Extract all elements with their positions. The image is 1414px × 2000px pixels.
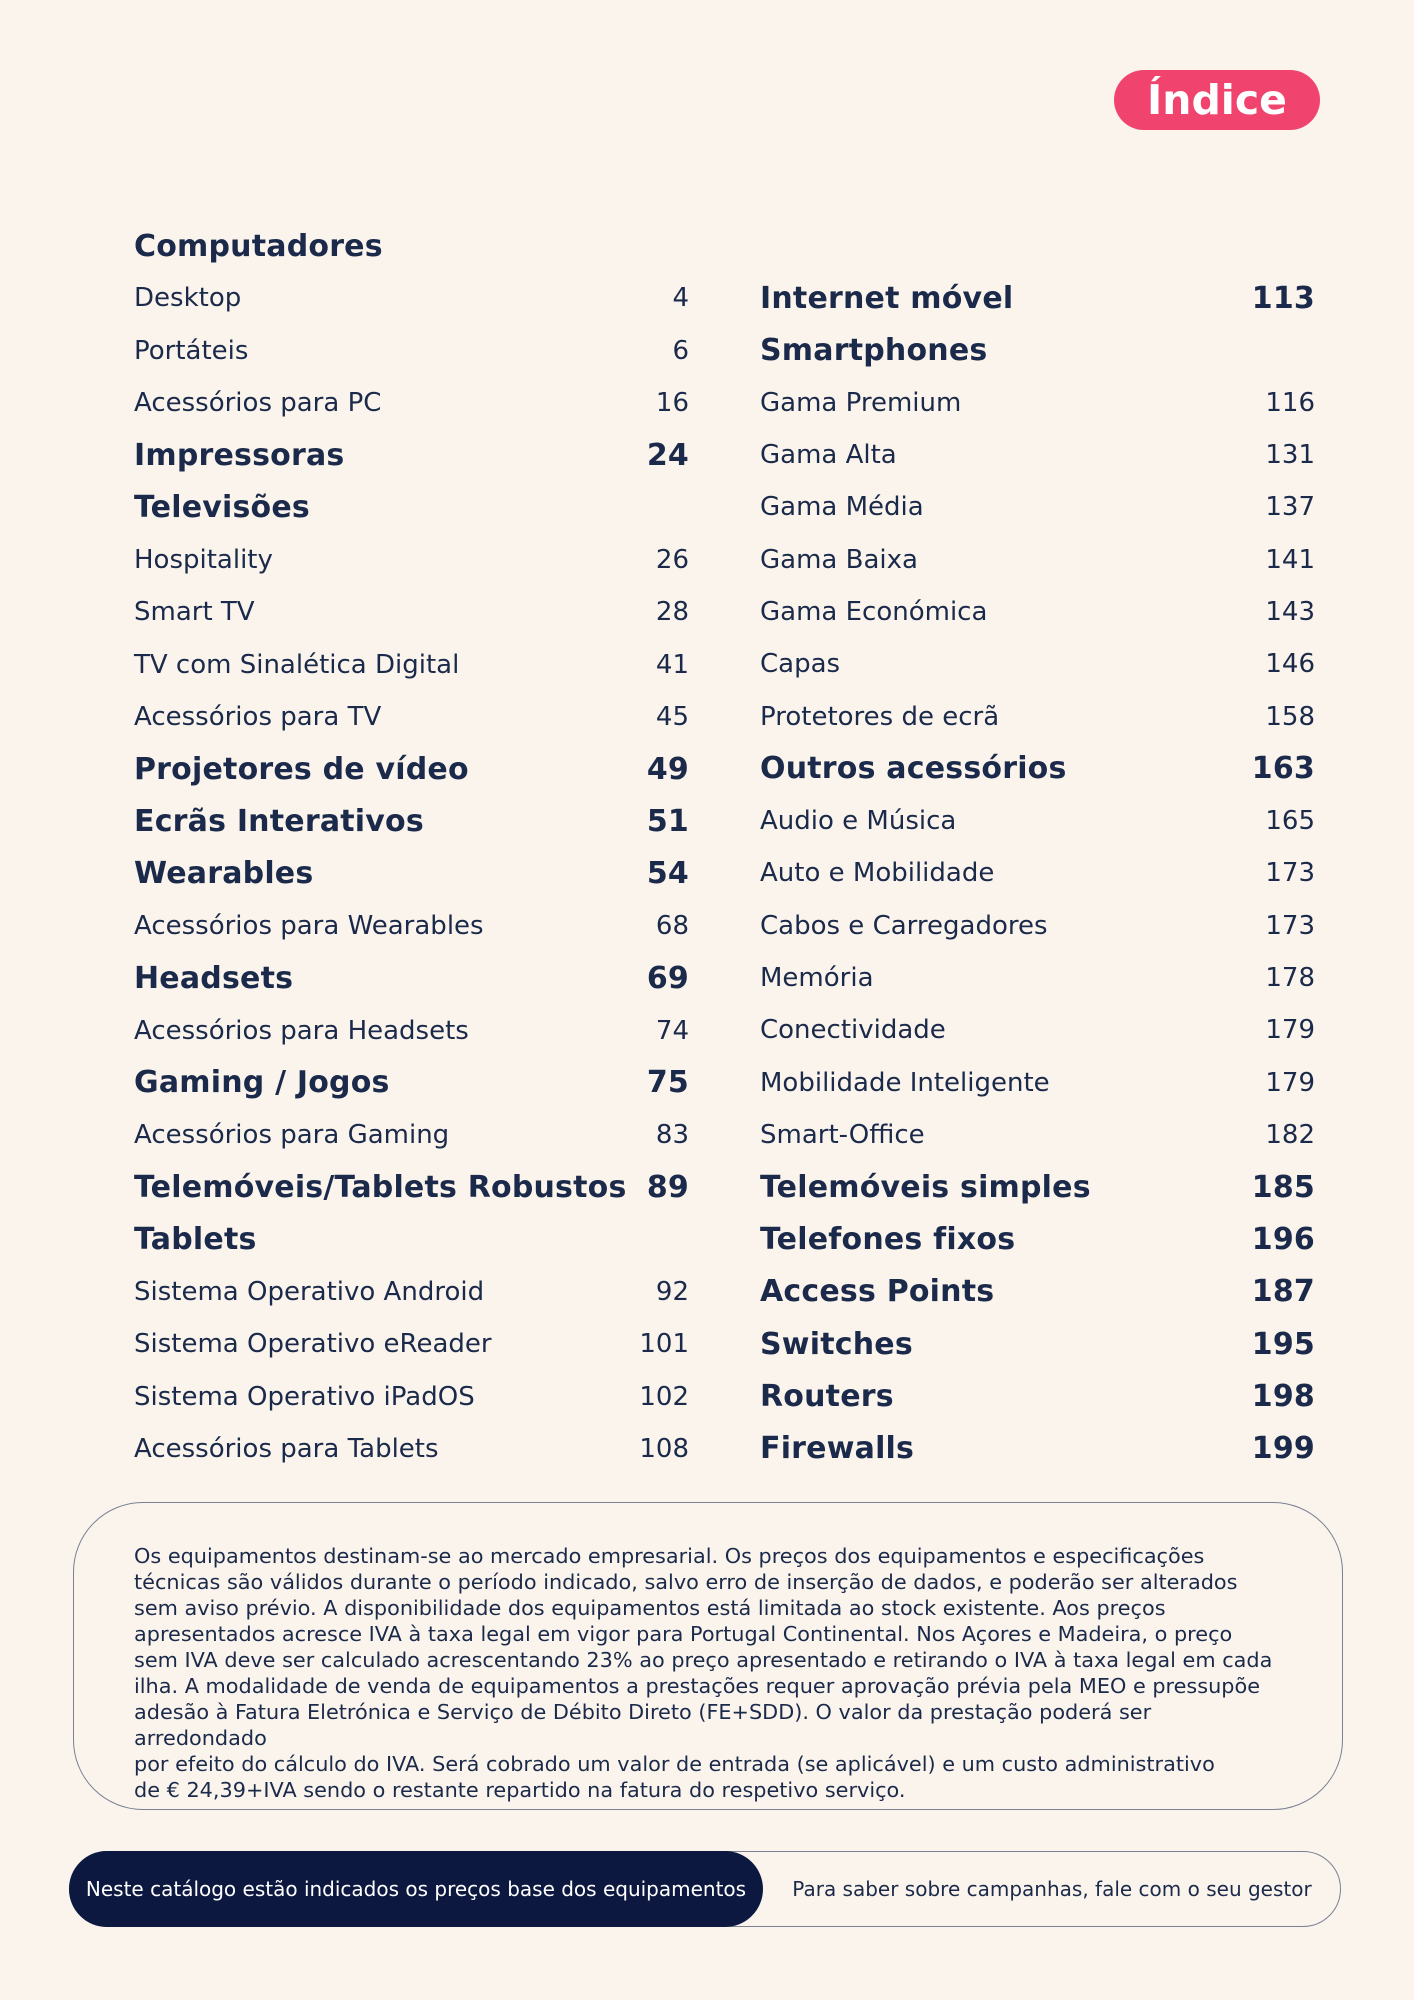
toc-page-number: 74 (655, 1015, 689, 1046)
toc-subsection[interactable] (760, 377, 1315, 429)
toc-label: Computadores (134, 228, 383, 264)
toc-page-number: 24 (646, 437, 689, 473)
toc-label: Acessórios para TV (134, 701, 382, 732)
toc-subsection[interactable] (760, 429, 1315, 481)
toc-label: Telemóveis simples (760, 1169, 1091, 1205)
toc-subsection[interactable] (134, 1371, 689, 1423)
toc-page-number: 75 (646, 1065, 689, 1101)
toc-label: Impressoras (134, 437, 345, 473)
index-badge: Índice (1114, 70, 1320, 130)
toc-label: Sistema Operativo eReader (134, 1329, 492, 1360)
toc-page-number: 141 (1265, 544, 1315, 575)
toc-page-number: 198 (1251, 1378, 1315, 1414)
toc-label: Acessórios para Headsets (134, 1015, 469, 1046)
toc-label: Capas (760, 649, 841, 680)
toc-label: Sistema Operativo Android (134, 1277, 485, 1308)
toc-subsection[interactable] (134, 586, 689, 638)
toc-label: Cabos e Carregadores (760, 910, 1048, 941)
toc-subsection[interactable] (760, 533, 1315, 585)
disclaimer-text (134, 1543, 1282, 1803)
footer-bar (69, 1851, 1341, 1927)
toc-page-number: 173 (1265, 858, 1315, 889)
toc-section[interactable] (134, 220, 689, 272)
disclaimer-line: sem IVA deve ser calculado acrescentando 23% ao preço apresentado e retirando o IVA à taxa legal em cada (134, 1648, 1273, 1672)
toc-label: Headsets (134, 960, 294, 996)
toc-subsection[interactable] (134, 638, 689, 690)
toc-page-number: 187 (1251, 1274, 1315, 1310)
toc-label: Conectividade (760, 1015, 946, 1046)
toc-right-column (760, 220, 1315, 1475)
toc-subsection[interactable] (760, 847, 1315, 899)
toc-label: Ecrãs Interativos (134, 803, 424, 839)
toc-section[interactable] (134, 795, 689, 847)
toc-page-number: 178 (1265, 963, 1315, 993)
toc-label: Gaming / Jogos (134, 1065, 390, 1101)
toc-subsection[interactable] (134, 691, 689, 743)
toc-page-number: 41 (655, 649, 689, 680)
toc-page-number: 179 (1265, 1015, 1315, 1046)
toc-subsection[interactable] (134, 272, 689, 324)
toc-label: Portáteis (134, 335, 249, 366)
toc-page-number: 199 (1251, 1431, 1315, 1467)
toc-label: Gama Baixa (760, 544, 918, 575)
toc-page-number: 131 (1265, 440, 1315, 471)
footer-base-price-note: Neste catálogo estão indicados os preços base dos equipamentos (69, 1851, 763, 1927)
toc-page-number: 173 (1265, 910, 1315, 941)
toc-label: Telemóveis/Tablets Robustos (134, 1169, 627, 1205)
toc-section[interactable] (760, 1423, 1315, 1475)
toc-section[interactable] (134, 952, 689, 1004)
toc-label: Acessórios para Wearables (134, 911, 484, 941)
toc-section[interactable] (760, 1370, 1315, 1422)
disclaimer-box (73, 1502, 1343, 1810)
toc-page-number: 69 (646, 960, 689, 996)
toc-section[interactable] (134, 1161, 689, 1213)
toc-subsection[interactable] (134, 1318, 689, 1370)
toc-section[interactable] (760, 743, 1315, 795)
toc-subsection[interactable] (760, 690, 1315, 742)
toc-page-number: 182 (1265, 1119, 1315, 1150)
toc-section[interactable] (760, 1266, 1315, 1318)
toc-subsection[interactable] (760, 952, 1315, 1004)
toc-subsection[interactable] (134, 1423, 689, 1475)
toc-subsection[interactable] (760, 795, 1315, 847)
toc-section[interactable] (760, 1161, 1315, 1213)
toc-label: Gama Média (760, 492, 924, 523)
toc-section[interactable] (760, 324, 1315, 376)
toc-section[interactable] (134, 1057, 689, 1109)
toc-label: Desktop (134, 283, 242, 314)
toc-label: Internet móvel (760, 280, 1014, 316)
toc-label: Auto e Mobilidade (760, 858, 995, 889)
disclaimer-line: de € 24,39+IVA sendo o restante repartido na fatura do respetivo serviço. (134, 1778, 906, 1802)
toc-label: Telefones fixos (760, 1221, 1016, 1257)
toc-section[interactable] (760, 1318, 1315, 1370)
toc-label: Gama Premium (760, 387, 962, 418)
toc-section[interactable] (134, 429, 689, 481)
toc-subsection[interactable] (134, 325, 689, 377)
toc-label: Outros acessórios (760, 751, 1067, 787)
toc-subsection[interactable] (134, 534, 689, 586)
toc-subsection[interactable] (760, 481, 1315, 533)
disclaimer-line: apresentados acresce IVA à taxa legal em vigor para Portugal Continental. Nos Açores e Madeira, o preço (134, 1622, 1233, 1646)
toc-subsection[interactable] (134, 1109, 689, 1161)
toc-page-number: 54 (646, 856, 689, 892)
toc-label: Routers (760, 1378, 894, 1414)
toc-section[interactable] (760, 272, 1315, 324)
disclaimer-line: técnicas são válidos durante o período indicado, salvo erro de inserção de dados, e poderão ser alterados (134, 1570, 1238, 1594)
toc-subsection[interactable] (760, 586, 1315, 638)
toc-page-number: 102 (639, 1381, 689, 1412)
toc-page-number: 89 (646, 1169, 689, 1205)
toc-label: Tablets (134, 1222, 257, 1258)
toc-page-number: 4 (672, 283, 689, 314)
toc-label: Switches (760, 1326, 913, 1362)
toc-page-number: 6 (672, 335, 689, 366)
toc-page-number: 195 (1251, 1326, 1315, 1362)
toc-page-number: 49 (646, 751, 689, 787)
toc-page-number: 26 (655, 544, 689, 575)
toc-page-number: 16 (655, 388, 689, 419)
toc-page-number: 83 (655, 1120, 689, 1151)
toc-page-number: 108 (639, 1433, 689, 1464)
toc-label: Smart TV (134, 597, 255, 628)
toc-label: Smartphones (760, 332, 988, 368)
toc-label: Sistema Operativo iPadOS (134, 1381, 475, 1412)
toc-page-number: 45 (655, 701, 689, 732)
toc-page-number: 101 (639, 1329, 689, 1360)
toc-page-number: 143 (1265, 596, 1315, 627)
disclaimer-line: sem aviso prévio. A disponibilidade dos equipamentos está limitada ao stock existente. Aos preços (134, 1596, 1166, 1620)
toc-label: Firewalls (760, 1431, 915, 1467)
toc-label: Access Points (760, 1274, 995, 1310)
toc-label: Acessórios para PC (134, 388, 382, 419)
toc-subsection[interactable] (134, 377, 689, 429)
toc-subsection[interactable] (134, 900, 689, 952)
toc-section[interactable] (134, 1214, 689, 1266)
toc-page-number: 165 (1265, 806, 1315, 837)
toc-subsection[interactable] (760, 1109, 1315, 1161)
toc-subsection[interactable] (134, 1004, 689, 1056)
toc-page-number: 68 (655, 911, 689, 941)
toc-label: Acessórios para Tablets (134, 1433, 439, 1464)
toc-label: Hospitality (134, 544, 273, 575)
footer-campaign-note: Para saber sobre campanhas, fale com o seu gestor (792, 1877, 1312, 1901)
disclaimer-line: ilha. A modalidade de venda de equipamentos a prestações requer aprovação prévia pela MEO e pressupõe (134, 1674, 1261, 1698)
toc-label: Audio e Música (760, 806, 957, 837)
disclaimer-line: adesão à Fatura Eletrónica e Serviço de Débito Direto (FE+SDD). O valor da prestação poderá ser arredondado (134, 1700, 1152, 1750)
disclaimer-line: por efeito do cálculo do IVA. Será cobrado um valor de entrada (se aplicável) e um custo administrativo (134, 1752, 1215, 1776)
toc-section[interactable] (134, 848, 689, 900)
disclaimer-line: Os equipamentos destinam-se ao mercado empresarial. Os preços dos equipamentos e especificações (134, 1544, 1205, 1568)
toc-label: Televisões (134, 490, 310, 526)
toc-section[interactable] (760, 1213, 1315, 1265)
toc-label: Acessórios para Gaming (134, 1120, 450, 1151)
toc-page-number: 179 (1265, 1067, 1315, 1098)
toc-page-number: 116 (1265, 387, 1315, 418)
toc-left-column (134, 220, 689, 1475)
toc-subsection[interactable] (134, 1266, 689, 1318)
toc-label: Gama Económica (760, 596, 988, 627)
toc-label: Wearables (134, 856, 314, 892)
toc-label: TV com Sinalética Digital (134, 649, 460, 680)
toc-page-number: 163 (1251, 751, 1315, 787)
toc-page-number: 146 (1265, 649, 1315, 680)
toc-label: Projetores de vídeo (134, 751, 469, 787)
toc-page-number: 28 (655, 597, 689, 628)
toc-label: Protetores de ecrã (760, 701, 1000, 732)
toc-page-number: 137 (1265, 492, 1315, 523)
toc-page-number: 113 (1251, 280, 1315, 316)
toc-label: Gama Alta (760, 440, 897, 471)
toc-page-number: 185 (1251, 1169, 1315, 1205)
toc-subsection[interactable] (760, 900, 1315, 952)
toc-page-number: 51 (646, 803, 689, 839)
toc-label: Smart-Office (760, 1119, 925, 1150)
toc-label: Mobilidade Inteligente (760, 1067, 1050, 1098)
toc-page-number: 158 (1265, 701, 1315, 732)
toc-subsection[interactable] (760, 1056, 1315, 1108)
toc-subsection[interactable] (760, 1004, 1315, 1056)
toc-section[interactable] (134, 743, 689, 795)
toc-page-number: 92 (655, 1277, 689, 1308)
toc-page-number: 196 (1251, 1221, 1315, 1257)
toc-subsection[interactable] (760, 638, 1315, 690)
toc-section[interactable] (134, 481, 689, 533)
toc-label: Memória (760, 963, 874, 993)
